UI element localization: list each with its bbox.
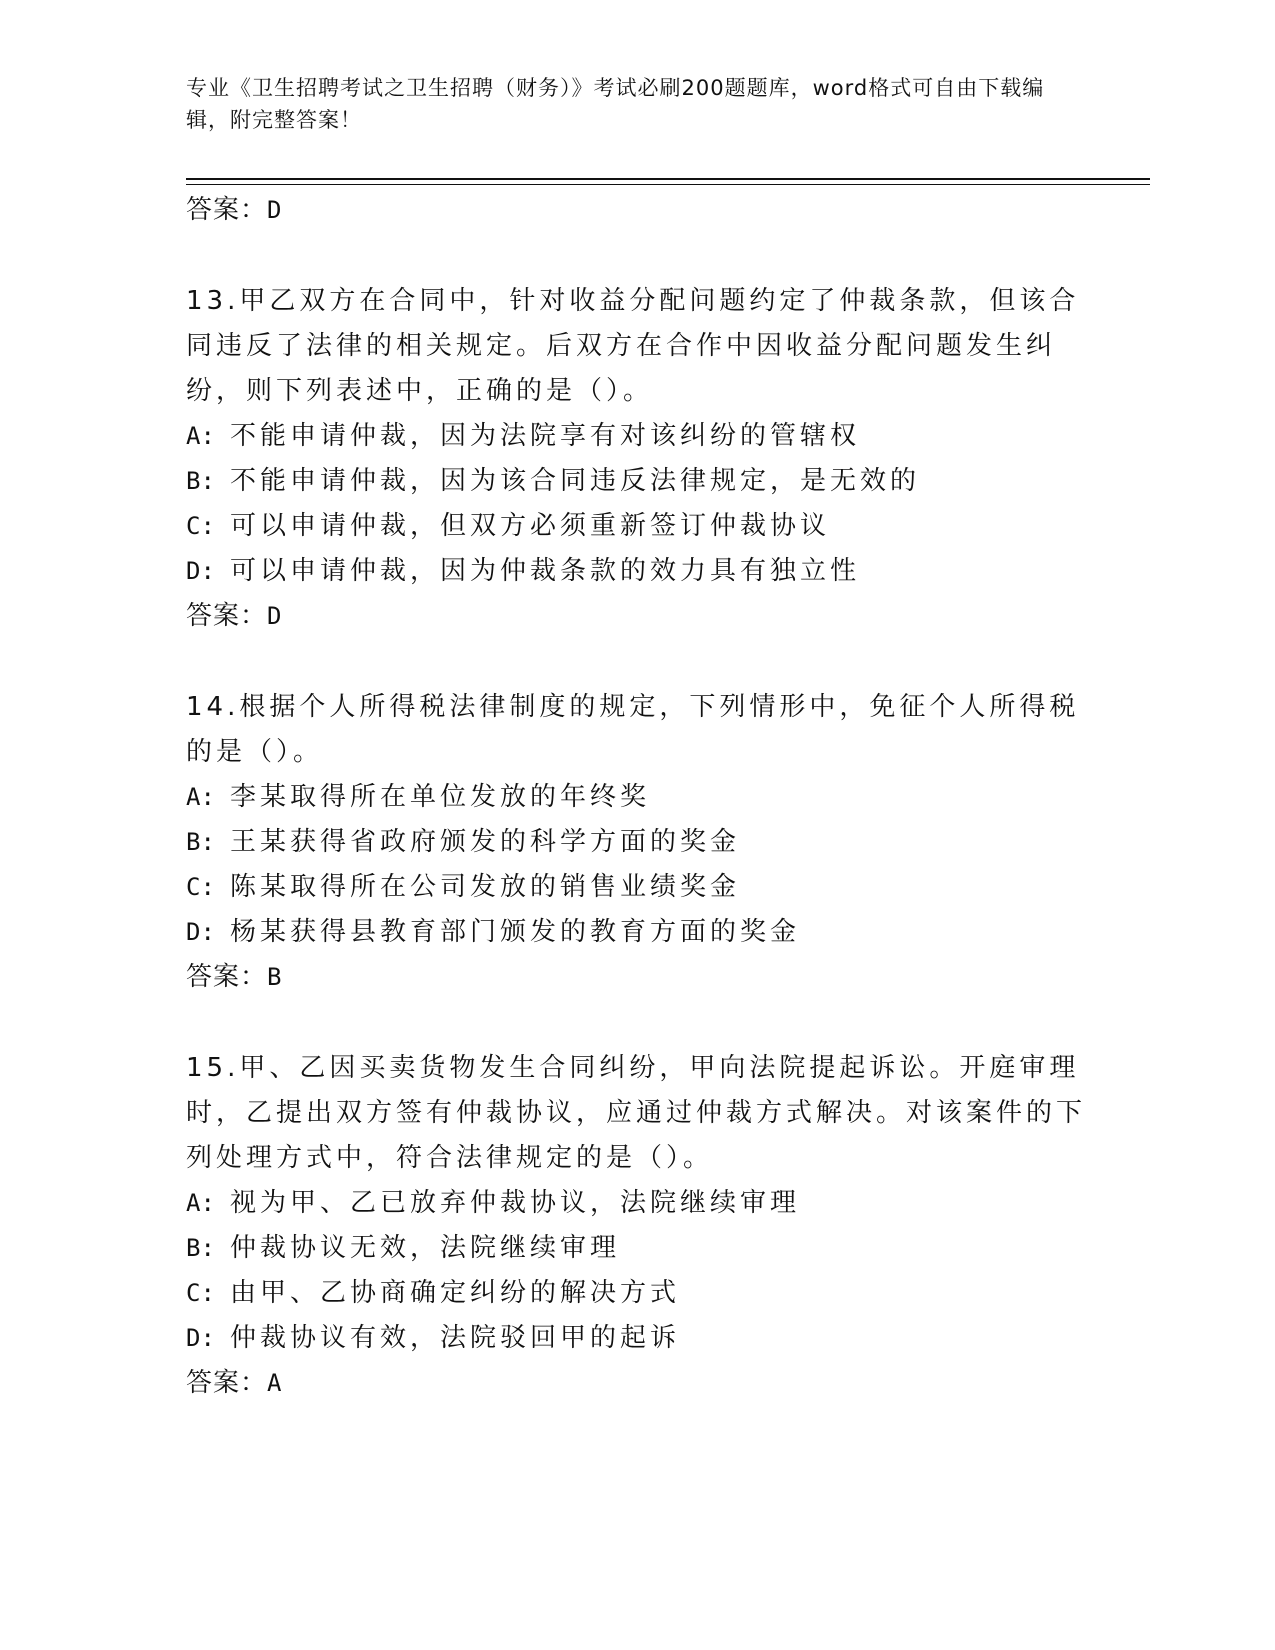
answer-line-12 <box>186 188 1086 233</box>
question-text: 15.甲、乙因买卖货物发生合同纠纷，甲向法院提起诉讼。开庭审理时，乙提出双方签有仲裁协议，应通过仲裁方式解决。对该案件的下列处理方式中，符合法律规定的是（）。 <box>186 1053 1087 1173</box>
answer-value: D <box>267 196 283 224</box>
answer-label: 答案： <box>186 962 268 992</box>
answer-value: A <box>267 1369 283 1397</box>
option-key: C: <box>186 1279 215 1307</box>
question-text: 14.根据个人所得税法律制度的规定，下列情形中，免征个人所得税的是（）。 <box>186 692 1080 767</box>
question-15 <box>186 1046 1086 1406</box>
option-key: C: <box>186 873 215 901</box>
option-d <box>186 549 1086 594</box>
option-text: 可以申请仲裁，因为仲裁条款的效力具有独立性 <box>230 556 861 586</box>
header-title: 专业《卫生招聘考试之卫生招聘（财务）》考试必刷200题题库，word格式可自由下载编辑，附完整答案！ <box>186 76 1045 132</box>
option-key: A: <box>186 1189 215 1217</box>
option-text: 视为甲、乙已放弃仲裁协议，法院继续审理 <box>230 1188 801 1218</box>
question-list <box>186 188 1086 1406</box>
answer-line <box>186 594 1086 639</box>
option-b <box>186 1226 1086 1271</box>
option-key: D: <box>186 918 215 946</box>
option-text: 不能申请仲裁，因为法院享有对该纠纷的管辖权 <box>230 421 861 451</box>
option-key: D: <box>186 557 215 585</box>
option-a <box>186 414 1086 459</box>
option-key: B: <box>186 1234 215 1262</box>
question-13 <box>186 279 1086 639</box>
answer-line <box>186 1361 1086 1406</box>
option-key: A: <box>186 422 215 450</box>
option-a <box>186 1181 1086 1226</box>
option-key: B: <box>186 467 215 495</box>
option-d <box>186 1316 1086 1361</box>
option-c <box>186 1271 1086 1316</box>
question-14 <box>186 685 1086 1000</box>
option-text: 李某取得所在单位发放的年终奖 <box>230 782 651 812</box>
header-divider-thick <box>186 178 1150 180</box>
option-a <box>186 775 1086 820</box>
option-text: 杨某获得县教育部门颁发的教育方面的奖金 <box>230 917 801 947</box>
option-c <box>186 865 1086 910</box>
option-text: 仲裁协议无效，法院继续审理 <box>230 1233 621 1263</box>
answer-line <box>186 955 1086 1000</box>
option-b <box>186 459 1086 504</box>
question-text: 13.甲乙双方在合同中，针对收益分配问题约定了仲裁条款，但该合同违反了法律的相关规定。后双方在合作中因收益分配问题发生纠纷，则下列表述中，正确的是（）。 <box>186 286 1080 406</box>
answer-label: 答案： <box>186 195 268 225</box>
option-d <box>186 910 1086 955</box>
option-text: 由甲、乙协商确定纠纷的解决方式 <box>230 1278 681 1308</box>
answer-label: 答案： <box>186 601 268 631</box>
option-b <box>186 820 1086 865</box>
answer-value: B <box>267 963 283 991</box>
option-c <box>186 504 1086 549</box>
option-key: B: <box>186 828 215 856</box>
document-header <box>186 72 1066 136</box>
option-text: 陈某取得所在公司发放的销售业绩奖金 <box>230 872 741 902</box>
option-text: 可以申请仲裁，但双方必须重新签订仲裁协议 <box>230 511 831 541</box>
option-text: 王某获得省政府颁发的科学方面的奖金 <box>230 827 741 857</box>
option-text: 不能申请仲裁，因为该合同违反法律规定，是无效的 <box>230 466 921 496</box>
header-divider-thin <box>186 184 1150 185</box>
option-key: A: <box>186 783 215 811</box>
option-key: D: <box>186 1324 215 1352</box>
option-key: C: <box>186 512 215 540</box>
option-text: 仲裁协议有效，法院驳回甲的起诉 <box>230 1323 681 1353</box>
answer-value: D <box>267 602 283 630</box>
answer-label: 答案： <box>186 1368 268 1398</box>
